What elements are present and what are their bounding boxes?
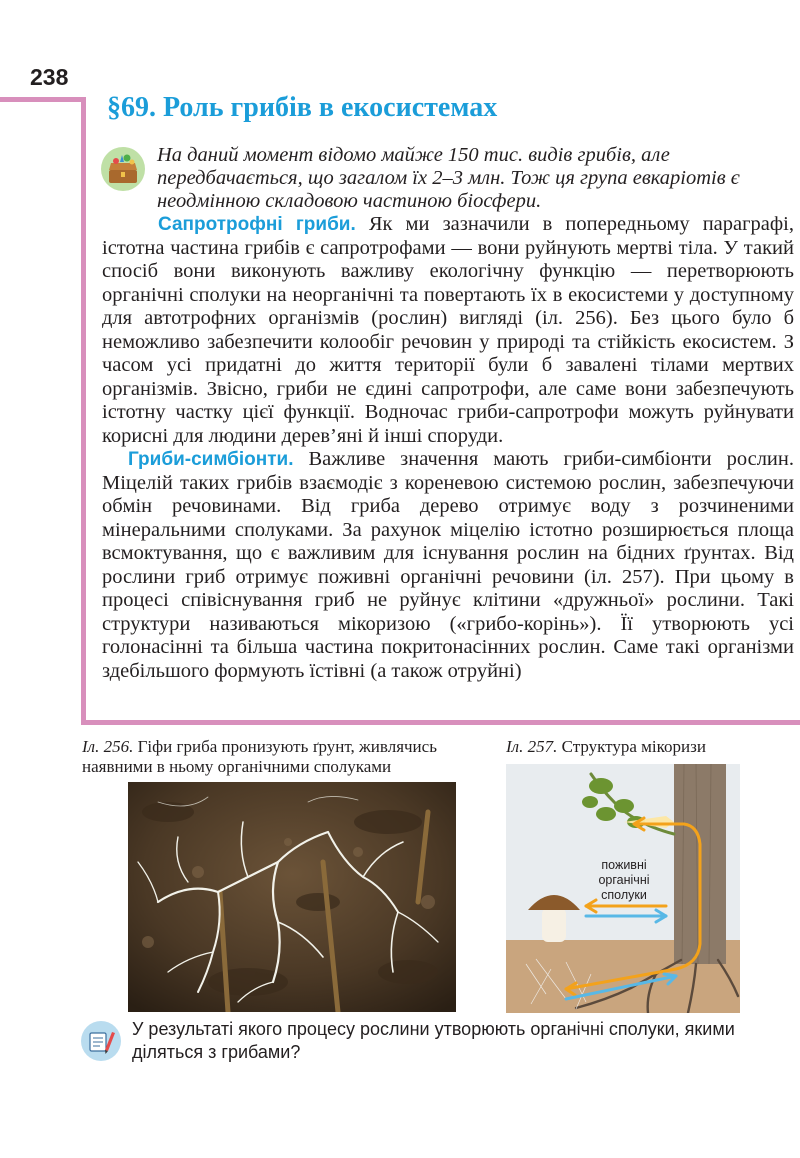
question-icon <box>80 1020 122 1062</box>
frame-left <box>81 97 86 725</box>
paragraph-saprotrophs <box>102 213 794 448</box>
mycorrhiza-diagram <box>506 764 740 1013</box>
page-number: 238 <box>30 64 69 90</box>
intro-text: На даний момент відомо майже 150 тис. видів грибів, але передбачається, що загалом їх 2–3 млн. Тож ця група евкаріотів є неодмінною складовою частиною біосфери. <box>157 144 740 212</box>
figure-256-caption-text: Гіфи гриба пронизують ґрунт, живлячись наявними в ньому органічними сполуками <box>82 737 437 776</box>
diagram-label-line-3: сполуки <box>601 888 647 902</box>
figure-257-caption <box>506 737 796 757</box>
paragraph-symbionts <box>102 448 794 683</box>
figure-257-label: Іл. 257. <box>506 737 558 756</box>
figure-257-caption-text: Структура мікоризи <box>557 737 706 756</box>
section-title: §69. Роль грибів в екосистемах <box>107 92 498 123</box>
frame-top <box>0 97 86 102</box>
fungal-hyphae-photo <box>128 782 456 1012</box>
frame-bottom <box>81 720 800 725</box>
question-text: У результаті якого процесу рослини утворюють органічні сполуки, якими діляться з грибами? <box>132 1019 735 1062</box>
figure-256-label: Іл. 256. <box>82 737 134 756</box>
term-saprotrophs: Сапротрофні гриби. <box>158 214 356 235</box>
treasure-chest-icon <box>100 146 146 192</box>
diagram-label-line-1: поживні <box>601 858 647 872</box>
diagram-label-line-2: органічні <box>598 873 650 887</box>
term-symbionts: Гриби-симбіонти. <box>128 449 294 470</box>
paragraph-symbionts-text: Важливе значення мають гриби-симбіонти рослин. Міцелій таких грибів взаємодіє з кореневою системою рослин, забезпечуючи обмін речовинами. Від гриба дерево отримує воду з розчиненими мінеральними сполуками. За рахунок міцелію істотно розширюється площа всмоктування, що є важливим для існування рослин на бідних ґрунтах. Від рослини гриб отримує поживні органічні речовини (іл. 257). При цьому в процесі співіснування гриб не руйнує клітини «дружньої» рослини. Такі структури називаються мікоризою («грибо-корінь»). Її утворюють усі голонасінні та більша частина покритонасінних рослин. Саме такі організми здебільшого формують їстівні (а також отруйні) <box>102 448 794 682</box>
paragraph-saprotrophs-text: Як ми зазначили в попередньому параграфі, істотна частина грибів є сапротрофами — вони руйнують мертві тіла. У такий спосіб вони виконують важливу екологічну функцію — перетворюють органічні сполуки на неорганічні та повертають їх в екосистеми у доступному для автотрофних організмів (рослин) вигляді (іл. 256). Без цього було б неможливо забезпечити колообіг речовин у природі та стійкість екосистем. З часом усі придатні до життя території були б завалені тілами мертвих організмів. Звісно, гриби не єдині сапротрофи, але саме вони забезпечують істотну частку цієї функції. Водночас гриби-сапротрофи можуть руйнувати корисні для людини дерев’яні й інші споруди. <box>102 213 794 447</box>
figure-256-caption <box>82 737 502 777</box>
body-text <box>102 213 794 683</box>
